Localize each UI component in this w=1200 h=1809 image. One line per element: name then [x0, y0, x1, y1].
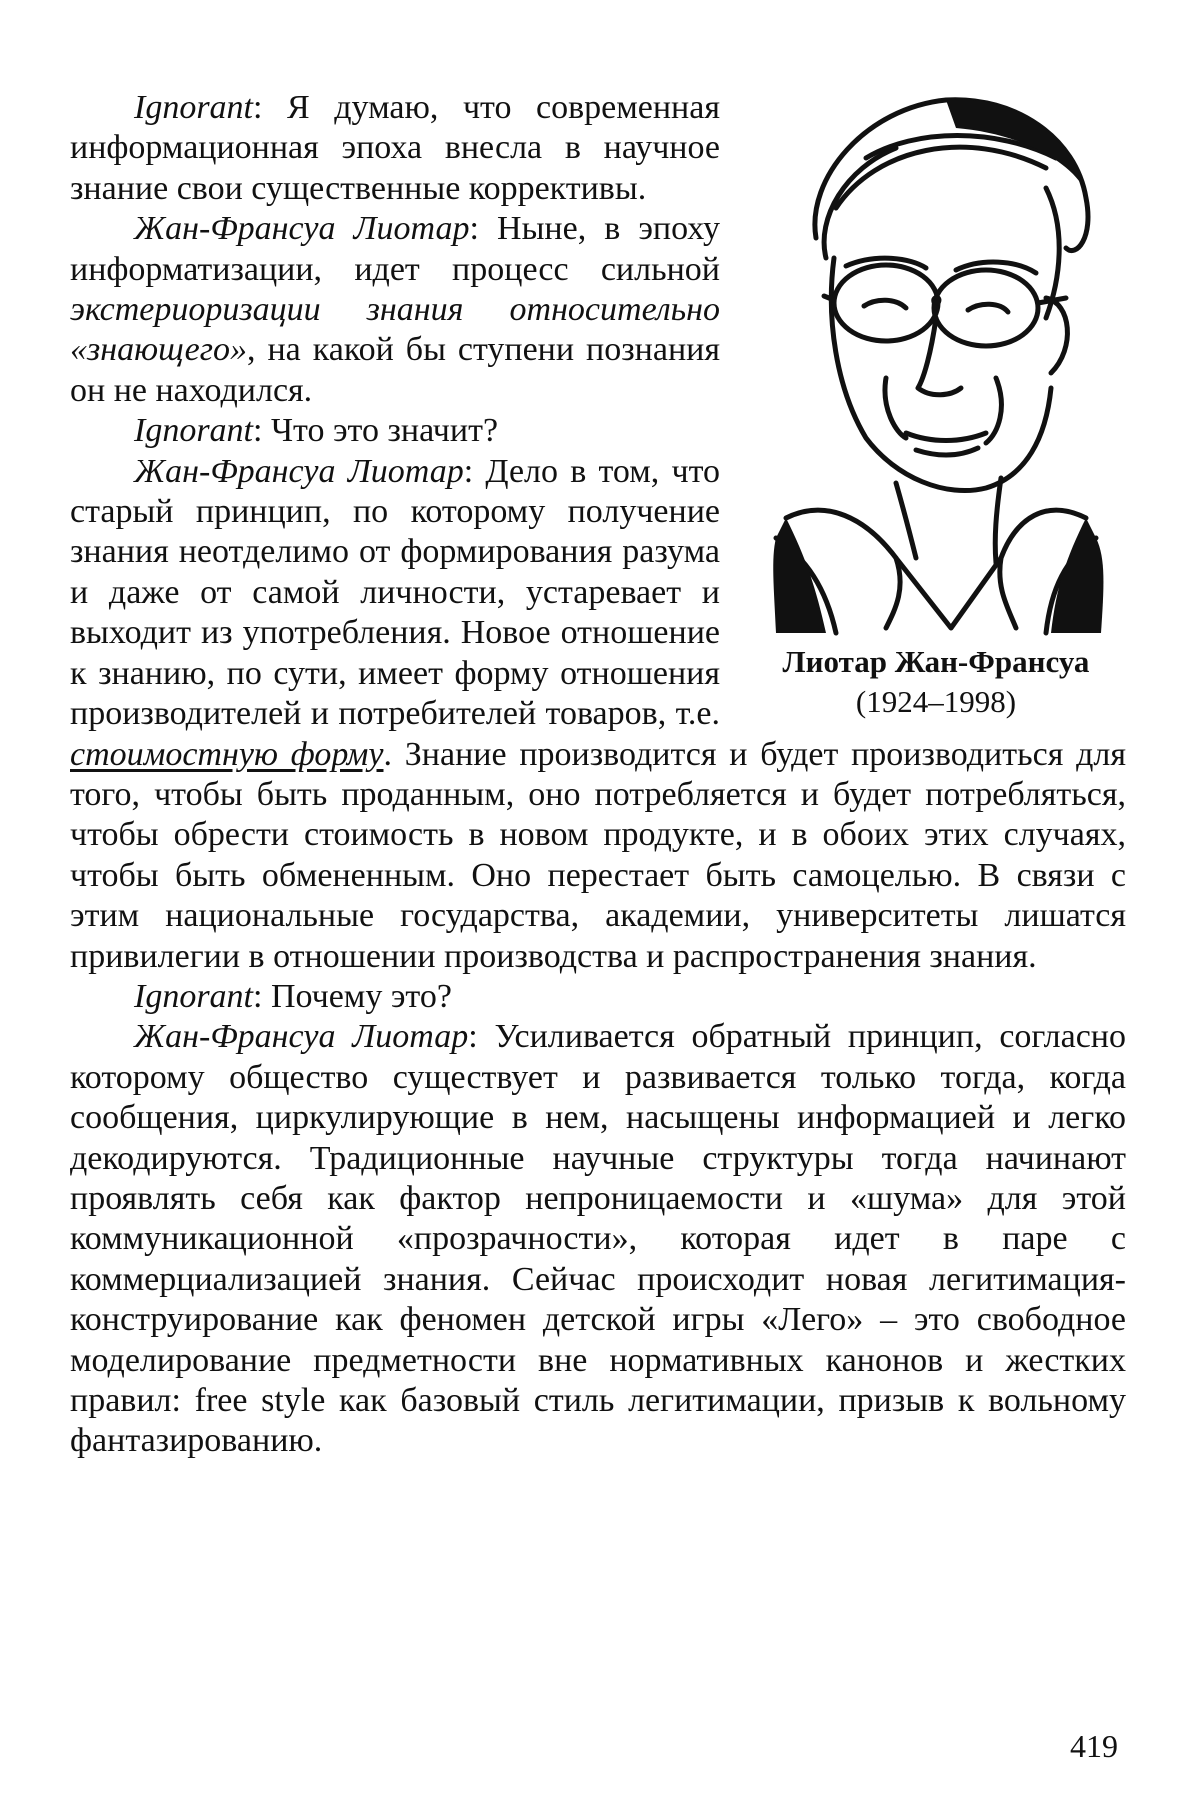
paragraph-text: , на какой бы ступени познания он не находился. — [70, 331, 720, 409]
paragraph-6 — [70, 1017, 1126, 1461]
paragraph-text: : Дело в том, что старый принцип, по которому получение знания неотделимо от формирования разума и даже от самой личности, устаревает и выходит из употребления. Новое отношение к знанию, по сути, имеет форму отношения производителей и потребителей товаров, т.е. — [70, 452, 720, 733]
speaker-name: Жан-Франсуа Лиотар — [134, 452, 464, 490]
portrait-caption — [746, 642, 1126, 722]
paragraph-text: : Что это значит? — [253, 412, 499, 450]
portrait-drawing — [746, 88, 1126, 648]
portrait-figure — [746, 88, 1126, 722]
paragraph-text: : Ныне, в эпоху информатизации, идет процесс сильной — [70, 210, 720, 288]
text-block — [70, 88, 1126, 1462]
speaker-name: Ignorant — [134, 89, 253, 126]
caption-years: (1924–1998) — [855, 684, 1017, 719]
speaker-name: Жан-Франсуа Лиотар — [134, 210, 470, 248]
page-content — [70, 88, 1126, 1462]
paragraph-text: : Усиливается обратный принцип, согласно которому общество существует и развивается только тогда, когда сообщения, циркулирующие в нем, насыщены информацией и легко декодируются. Традиционные научные структуры тогда начинают проявлять себя как фактор непроницаемости и «шума» для этой коммуникационной «прозрачности», которая идет в паре с коммерциализацией знания. Сейчас происходит новая легитимация-конструирование как феномен детской игры «Лего» – это свободное моделирование предметности вне нормативных канонов и жестких правил: free style как базовый стиль легитимации, призыв к вольному фантазированию. — [70, 1018, 1126, 1460]
page-number: 419 — [1070, 1728, 1118, 1764]
paragraph-text: : Почему это? — [253, 977, 452, 1015]
emphasis-text: стоимостную форму — [70, 735, 384, 773]
paragraph-5 — [70, 977, 1126, 1017]
speaker-name: Жан-Франсуа Лиотар — [134, 1018, 469, 1056]
paragraph-text: . Знание производится и будет производиться для того, чтобы быть проданным, оно потребляется и будет потребляться, чтобы обрести стоимость в новом продукте, и в обоих этих случаях, чтобы быть обмененным. Оно перестает быть самоцелью. В связи с этим национальные государства, академии, университеты лишатся привилегии в отношении производства и распространения знания. — [70, 735, 1126, 975]
speaker-name: Ignorant — [134, 977, 253, 1015]
caption-name: Лиотар Жан-Франсуа — [782, 644, 1090, 679]
emphasis-text: экстериоризации знания относительно «знающего» — [70, 291, 720, 369]
speaker-name: Ignorant — [134, 412, 253, 450]
paragraph-text: : Я думаю, что современная информационная эпоха внесла в научное знание свои существенные коррективы. — [70, 89, 720, 207]
